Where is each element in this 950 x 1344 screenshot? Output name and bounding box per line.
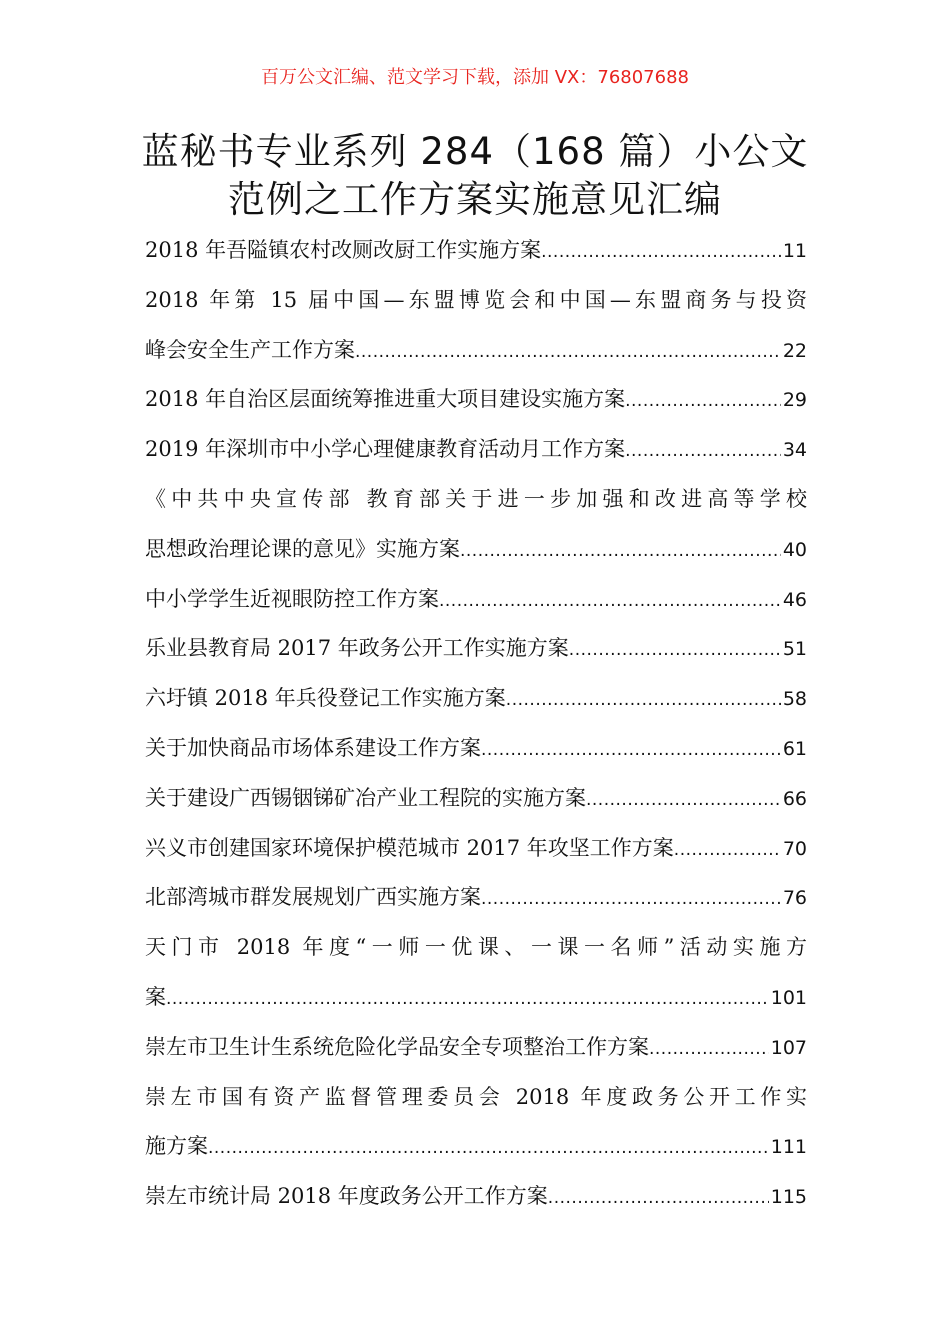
toc-entry-title-line-1: 崇左市国有资产监督管理委员会 2018 年度政务公开工作实 (145, 1084, 807, 1109)
toc-page-number: 115 (770, 1186, 807, 1209)
toc-entry[interactable] (145, 824, 807, 874)
toc-entry[interactable] (145, 873, 807, 923)
toc-dot-leader (355, 328, 781, 376)
toc-entry[interactable] (145, 475, 807, 575)
toc-entry-row (145, 326, 807, 376)
toc-dot-leader (548, 1174, 769, 1222)
toc-entry-row (145, 525, 807, 575)
toc-entry[interactable] (145, 276, 807, 376)
toc-entry-row (145, 1172, 807, 1222)
toc-page-number: 107 (770, 1036, 807, 1059)
toc-entry-row (145, 226, 807, 276)
toc-entry-title: 2018 年吾隘镇农村改厕改厨工作实施方案 (145, 238, 542, 262)
toc-page-number: 61 (782, 737, 807, 760)
toc-entry[interactable] (145, 575, 807, 625)
toc-entry-title: 中小学学生近视眼防控工作方案 (145, 586, 439, 611)
toc-entry-row (145, 724, 807, 774)
title-line-2: 范例之工作方案实施意见汇编 (228, 178, 722, 221)
toc-entry-row (145, 375, 807, 425)
table-of-contents (145, 226, 807, 1222)
toc-dot-leader (460, 527, 781, 575)
toc-page-number: 34 (782, 439, 807, 462)
toc-entry-title: 北部湾城市群发展规划广西实施方案 (145, 885, 481, 910)
toc-entry-row (145, 1023, 807, 1073)
title-line-1: 蓝秘书专业系列 284（168 篇）小公文 (141, 130, 809, 173)
toc-entry-title: 关于建设广西锡铟锑矿冶产业工程院的实施方案 (145, 785, 586, 810)
toc-entry[interactable] (145, 774, 807, 824)
toc-entry-row (145, 575, 807, 625)
toc-entry-row (145, 873, 807, 923)
toc-page-number: 29 (782, 389, 807, 412)
toc-entry-title: 施方案 (145, 1134, 208, 1159)
toc-entry-row (145, 824, 807, 874)
toc-entry[interactable] (145, 1023, 807, 1073)
toc-dot-leader (506, 676, 781, 724)
toc-page-number: 11 (782, 240, 807, 262)
toc-entry-row (145, 674, 807, 724)
toc-page-number: 58 (782, 688, 807, 711)
toc-entry-title: 思想政治理论课的意见》实施方案 (145, 536, 460, 561)
toc-entry-title: 崇左市卫生计生系统危险化学品安全专项整治工作方案 (145, 1034, 649, 1059)
toc-entry[interactable] (145, 375, 807, 425)
toc-dot-leader (481, 875, 781, 923)
document-title (140, 128, 810, 224)
toc-dot-leader (481, 726, 781, 774)
toc-entry-title: 案 (145, 984, 166, 1009)
toc-entry[interactable] (145, 724, 807, 774)
toc-dot-leader (586, 776, 781, 824)
toc-entry[interactable] (145, 674, 807, 724)
toc-entry-title: 崇左市统计局 2018 年度政务公开工作方案 (145, 1184, 548, 1209)
toc-page-number: 111 (770, 1136, 807, 1159)
toc-page-number: 46 (782, 588, 807, 611)
toc-entry-title-line-1: 《中共中央宣传部 教育部关于进一步加强和改进高等学校 (145, 486, 807, 511)
toc-page-number: 51 (782, 638, 807, 661)
toc-entry-title: 峰会安全生产工作方案 (145, 337, 355, 362)
toc-page-number: 22 (782, 339, 807, 362)
toc-dot-leader (649, 1025, 769, 1073)
toc-dot-leader (208, 1124, 769, 1172)
toc-page-number: 66 (782, 787, 807, 810)
toc-entry-row (145, 973, 807, 1023)
toc-dot-leader (625, 427, 781, 475)
toc-entry-title-line-1: 天门市 2018 年度“一师一优课、一课一名师”活动实施方 (145, 935, 807, 960)
toc-entry-row (145, 624, 807, 674)
toc-dot-leader (166, 975, 769, 1023)
toc-page-number: 101 (770, 986, 807, 1009)
toc-entry-title: 2019 年深圳市中小学心理健康教育活动月工作方案 (145, 437, 626, 462)
toc-entry-title-line-1: 2018 年第 15 届中国—东盟博览会和中国—东盟商务与投资 (145, 287, 807, 312)
toc-entry-title: 兴义市创建国家环境保护模范城市 2017 年攻坚工作方案 (145, 835, 674, 860)
header-notice: 百万公文汇编、范文学习下载，添加 VX：76807688 (261, 67, 689, 88)
toc-entry[interactable] (145, 425, 807, 475)
toc-entry-title: 2018 年自治区层面统筹推进重大项目建设实施方案 (145, 387, 626, 412)
toc-entry-row (145, 774, 807, 824)
toc-entry-title: 乐业县教育局 2017 年政务公开工作实施方案 (145, 636, 569, 661)
toc-dot-leader (541, 228, 781, 276)
toc-entry[interactable] (145, 1073, 807, 1173)
toc-page-number: 76 (782, 887, 807, 910)
toc-page-number: 40 (782, 538, 807, 561)
toc-page-number: 70 (782, 837, 807, 860)
toc-entry-row (145, 425, 807, 475)
toc-dot-leader (569, 626, 781, 674)
toc-entry-title: 六圩镇 2018 年兵役登记工作实施方案 (145, 686, 506, 711)
toc-entry[interactable] (145, 624, 807, 674)
toc-dot-leader (439, 577, 781, 625)
toc-entry[interactable] (145, 226, 807, 276)
toc-dot-leader (625, 377, 781, 425)
toc-entry[interactable] (145, 923, 807, 1023)
toc-entry[interactable] (145, 1172, 807, 1222)
toc-entry-row (145, 1122, 807, 1172)
toc-entry-title: 关于加快商品市场体系建设工作方案 (145, 735, 481, 760)
toc-dot-leader (674, 826, 781, 874)
